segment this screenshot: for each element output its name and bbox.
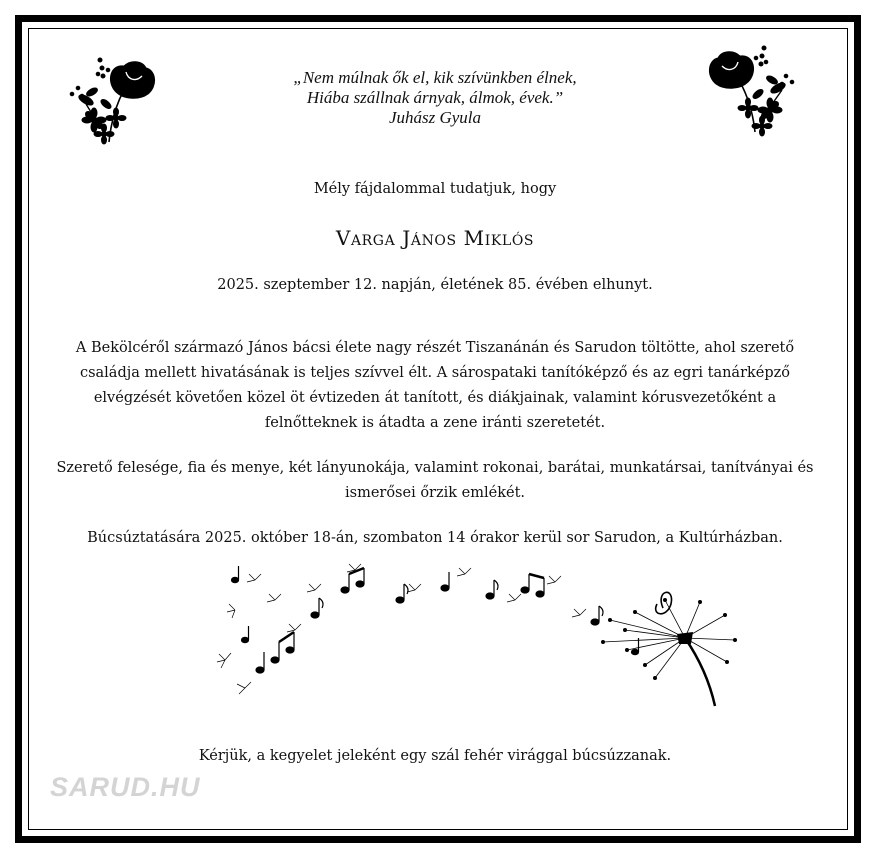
mourners-paragraph: Szerető felesége, fia és menye, két lányunokája, valamint rokonai, barátai, munkatársai, tanítványai és ismerősei őrzik emlékét.	[56, 460, 814, 501]
deceased-name: Varga János Miklós	[335, 226, 535, 250]
biography-paragraph: A Bekölcéről származó János bácsi élete nagy részét Tiszanánán és Sarudon töltötte, ahol szerető családja mellett hivatásának is teljes szívvel élt. A sárospataki tanítóképző és az egri tanárképző elvégzését követően közel öt évtizeden át tanított, és diákjainak, valamint kórusvezetőként a felnőtteknek is átadta a zene iránti szeretetét.	[75, 340, 795, 431]
quote-line-2: Hiába szállnak árnyak, álmok, évek.”	[306, 88, 564, 107]
poem-quote	[190, 68, 680, 128]
quote-author: Juhász Gyula	[388, 108, 482, 127]
quote-line-1: „Nem múlnak ők el, kik szívünkben élnek,	[293, 68, 577, 87]
flower-ornament-left-icon	[64, 52, 164, 152]
flower-ornament-right-icon	[700, 42, 800, 142]
intro-line: Mély fájdalommal tudatjuk, hogy	[313, 181, 557, 197]
dandelion-music-notes-icon	[215, 560, 755, 710]
funeral-paragraph: Búcsúztatására 2025. október 18-án, szombaton 14 órakor kerül sor Sarudon, a Kultúrházban.	[87, 530, 783, 546]
closing-request: Kérjük, a kegyelet jeleként egy szál fehér virággal búcsúzzanak.	[198, 748, 672, 764]
death-announcement: 2025. szeptember 12. napján, életének 85. évében elhunyt.	[217, 277, 653, 293]
site-watermark: SARUD.HU	[50, 772, 201, 802]
